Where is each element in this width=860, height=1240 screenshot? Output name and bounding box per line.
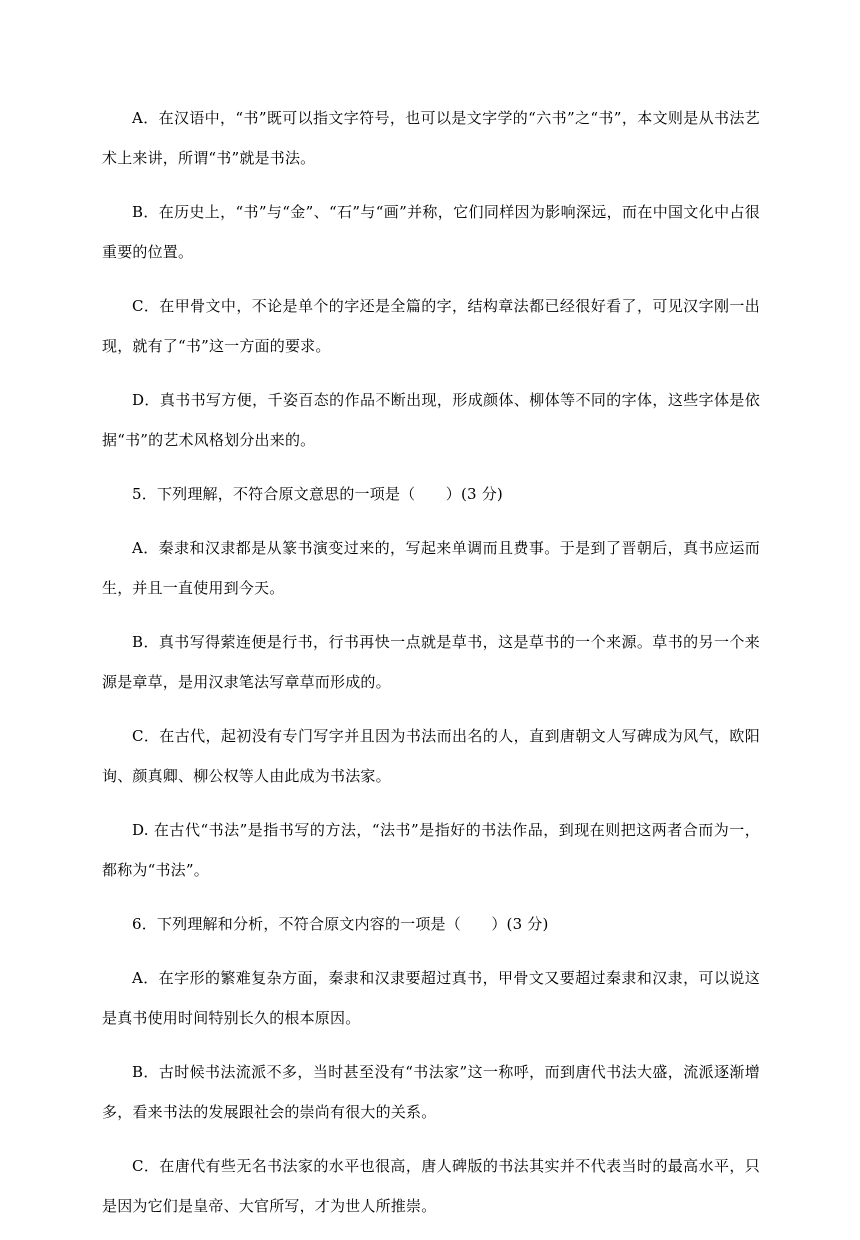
q6-option-b: B．古时候书法流派不多，当时甚至没有“书法家”这一称呼，而到唐代书法大盛，流派逐渐增多，看来书法的发展跟社会的崇尚有很大的关系。 [102,1063,760,1121]
q5-option-a: A．秦隶和汉隶都是从篆书演变过来的，写起来单调而且费事。于是到了晋朝后，真书应运而生，并且一直使用到今天。 [102,539,760,597]
q4-option-d: D．真书书写方便，千姿百态的作品不断出现，形成颜体、柳体等不同的字体，这些字体是依据“书”的艺术风格划分出来的。 [102,391,760,449]
q5-option-d: D. 在古代“书法”是指书写的方法，“法书”是指好的书法作品，到现在则把这两者合而为一，都称为“书法”。 [102,821,760,879]
q6-option-a: A．在字形的繁难复杂方面，秦隶和汉隶要超过真书，甲骨文又要超过秦隶和汉隶，可以说这是真书使用时间特别长久的根本原因。 [102,969,760,1027]
q4-option-c: C．在甲骨文中，不论是单个的字还是全篇的字，结构章法都已经很好看了，可见汉字刚一出现，就有了“书”这一方面的要求。 [102,297,760,355]
q5-option-b: B．真书写得萦连便是行书，行书再快一点就是草书，这是草书的一个来源。草书的另一个来源是章草，是用汉隶笔法写章草而形成的。 [102,633,760,691]
q5-option-c: C．在古代，起初没有专门写字并且因为书法而出名的人，直到唐朝文人写碑成为风气，欧阳询、颜真卿、柳公权等人由此成为书法家。 [102,727,760,785]
question-6-stem: 6．下列理解和分析，不符合原文内容的一项是（ ）(3 分) [132,915,549,933]
q4-option-a: A．在汉语中，“书”既可以指文字符号，也可以是文字学的“六书”之“书”，本文则是从书法艺术上来讲，所谓“书”就是书法。 [102,109,760,167]
document-body [102,98,760,1240]
q6-option-c: C．在唐代有些无名书法家的水平也很高，唐人碑版的书法其实并不代表当时的最高水平，只是因为它们是皇帝、大官所写，才为世人所推崇。 [102,1157,760,1215]
question-5-stem: 5．下列理解，不符合原文意思的一项是（ ）(3 分) [132,485,503,503]
q4-option-b: B．在历史上，“书”与“金”、“石”与“画”并称，它们同样因为影响深远，而在中国文化中占很重要的位置。 [102,203,760,261]
